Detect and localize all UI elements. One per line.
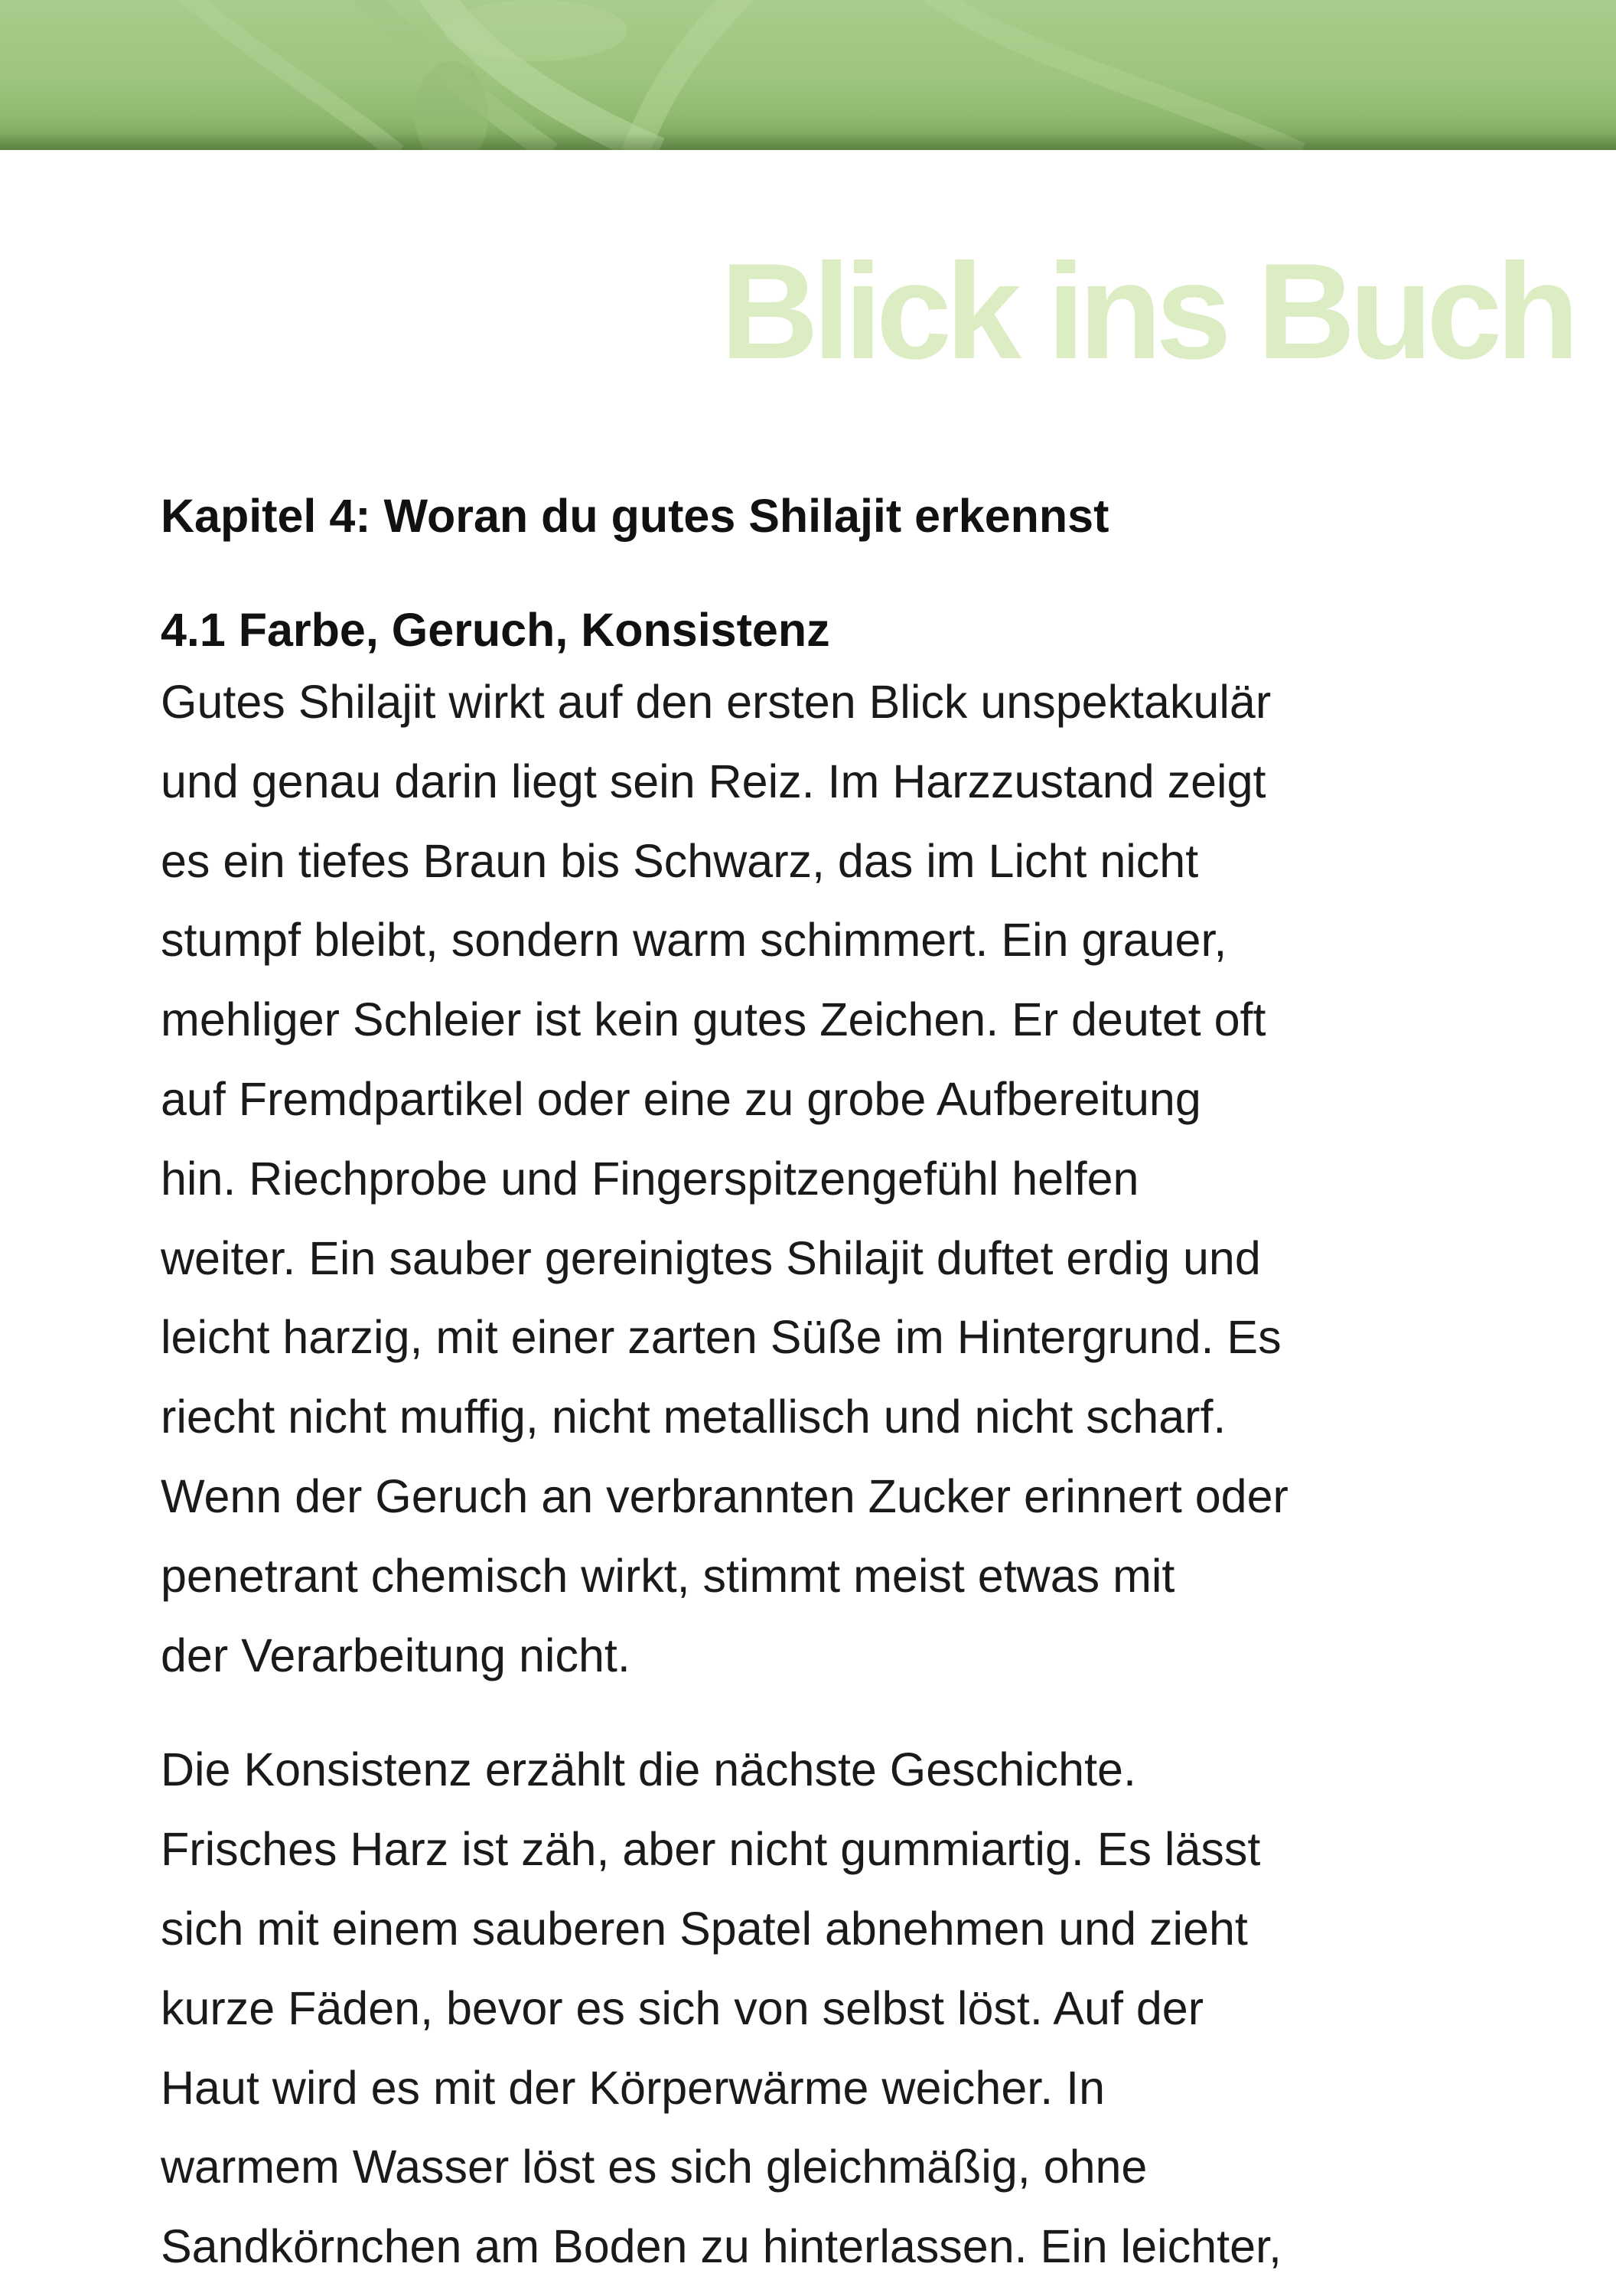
text-line: weiter. Ein sauber gereinigtes Shilajit duftet erdig und <box>161 1231 1261 1284</box>
text-line: riecht nicht muffig, nicht metallisch und nicht scharf. <box>161 1391 1227 1443</box>
text-line: der Verarbeitung nicht. <box>161 1629 630 1681</box>
chapter-title: Kapitel 4: Woran du gutes Shilajit erkennst <box>161 490 1109 542</box>
text-line: Die Konsistenz erzählt die nächste Geschichte. <box>161 1743 1136 1796</box>
page-heading: Blick ins Buch <box>720 235 1573 387</box>
banner-shadow <box>0 133 1616 150</box>
text-line: Frisches Harz ist zäh, aber nicht gummiartig. Es lässt <box>161 1823 1261 1876</box>
text-line: es ein tiefes Braun bis Schwarz, das im Licht nicht <box>161 834 1199 887</box>
banner-texture <box>0 0 1616 150</box>
text-line: leicht harzig, mit einer zarten Süße im Hintergrund. Es <box>161 1311 1282 1364</box>
text-line: und genau darin liegt sein Reiz. Im Harzzustand zeigt <box>161 755 1266 807</box>
text-line: Gutes Shilajit wirkt auf den ersten Blick unspektakulär <box>161 676 1272 728</box>
header-banner <box>0 0 1616 150</box>
text-line: Haut wird es mit der Körperwärme weicher. In <box>161 2061 1105 2114</box>
text-line: mehliger Schleier ist kein gutes Zeichen. Er deutet oft <box>161 993 1266 1046</box>
text-line: kurze Fäden, bevor es sich von selbst löst. Auf der <box>161 1981 1204 2034</box>
text-line: sich mit einem sauberen Spatel abnehmen und zieht <box>161 1902 1248 1955</box>
text-line: stumpf bleibt, sondern warm schimmert. Ein grauer, <box>161 914 1227 967</box>
section-title: 4.1 Farbe, Geruch, Konsistenz <box>161 604 830 656</box>
text-line: Wenn der Geruch an verbrannten Zucker erinnert oder <box>161 1469 1289 1522</box>
text-line: Sandkörnchen am Boden zu hinterlassen. Ein leichter, <box>161 2220 1282 2273</box>
text-line: auf Fremdpartikel oder eine zu grobe Aufbereitung <box>161 1072 1201 1125</box>
book-excerpt <box>161 484 1477 2287</box>
paragraph-1 <box>161 663 1477 1695</box>
text-line: hin. Riechprobe und Fingerspitzengefühl helfen <box>161 1152 1139 1205</box>
paragraph-2 <box>161 1730 1477 2287</box>
text-line: warmem Wasser löst es sich gleichmäßig, ohne <box>161 2141 1148 2193</box>
text-line: penetrant chemisch wirkt, stimmt meist etwas mit <box>161 1549 1175 1602</box>
